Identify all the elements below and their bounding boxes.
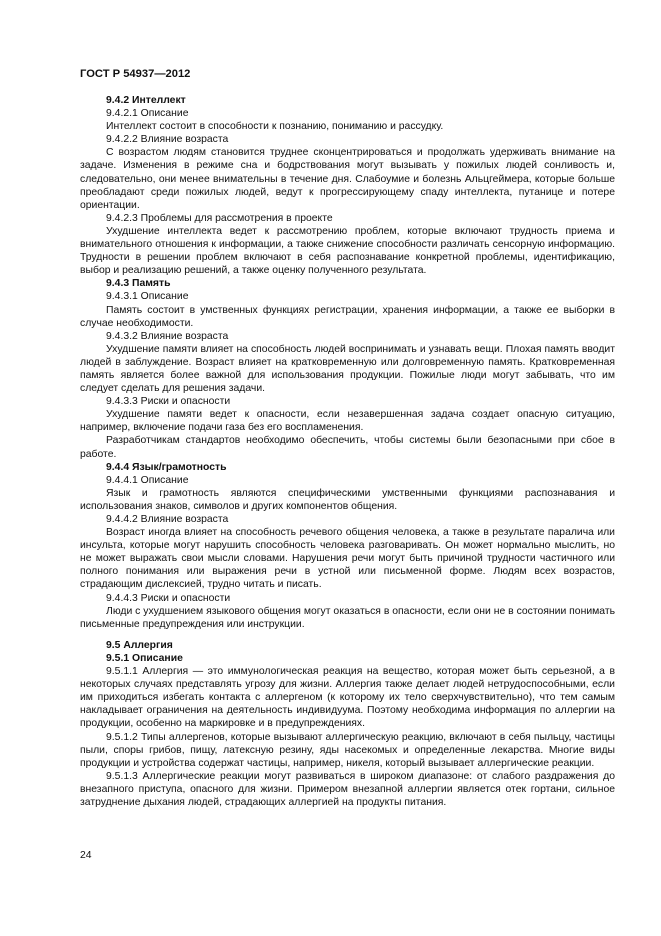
paragraph: 9.4.2.1 Описание xyxy=(106,108,189,120)
section-heading: 9.4.2 Интеллект xyxy=(106,95,186,106)
paragraph: Возраст иногда влияет на способность речевого общения человека, а также в результате паралича или инсульта, которые могут нарушить способность человека разговаривать. Он может нормально мыслить, но не может выражать свои мысли словами. Нарушения речи могут быть причиной трудности частичного или полного понимания или выражения речи в устной или письменной форме. Людям всех возрастов, страдающим дислексией, трудно читать и писать. xyxy=(80,527,615,591)
paragraph: С возрастом людям становится труднее сконцентрироваться и продолжать удерживать внимание на задаче. Изменения в режиме сна и бодрствования могут вызывать у пожилых людей сонливость и, следовательно, они менее внимательны в течение дня. Слабоумие и болезнь Альцгеймера, которые больше преобладают среди пожилых людей, ведут к прогрессирующему спаду интеллекта, путанице и потере ориентации. xyxy=(80,147,615,211)
paragraph: 9.5.1.3 Аллергические реакции могут развиваться в широком диапазоне: от слабого раздражения до внезапного приступа, опасного для жизни. Примером внезапной аллергии является отек гортани, сильное затруднение дыхания людей, страдающих аллергией на продукты питания. xyxy=(80,770,615,808)
paragraph: 9.4.4.1 Описание xyxy=(106,474,189,486)
body-text xyxy=(80,94,615,809)
paragraph: 9.4.2.2 Влияние возраста xyxy=(106,134,229,146)
paragraph: Интеллект состоит в способности к познанию, пониманию и рассудку. xyxy=(106,121,444,133)
paragraph: 9.4.2.3 Проблемы для рассмотрения в проекте xyxy=(106,212,333,224)
paragraph: 9.4.4.3 Риски и опасности xyxy=(106,592,231,604)
section-heading: 9.5.1 Описание xyxy=(106,652,183,664)
paragraph: 9.4.3.3 Риски и опасности xyxy=(106,396,231,408)
paragraph: Ухудшение памяти влияет на способность людей воспринимать и узнавать вещи. Плохая память вводит людей в заблуждение. Возраст влияет на кратковременную или долговременную память. Кратковременная память является более важной для использования продукции. Пожилые люди могут забывать, что им следует сделать для решения задачи. xyxy=(80,343,615,395)
section-heading: 9.4.4 Язык/грамотность xyxy=(106,461,227,473)
page-number: 24 xyxy=(80,850,92,861)
section-heading: 9.4.3 Память xyxy=(106,278,171,290)
paragraph: Ухудшение интеллекта ведет к рассмотрению проблем, которые включают трудность приема и внимательного отношения к информации, а также снижение способности различать сенсорную информацию. Трудности в решении проблем включают в себя распознавание конкретной проблемы, идентификацию, выбор и реализацию решений, а также оценку полученного результата. xyxy=(80,225,615,277)
paragraph: 9.4.4.2 Влияние возраста xyxy=(106,514,229,525)
paragraph: Разработчикам стандартов необходимо обеспечить, чтобы системы были безопасными при сбое в работе. xyxy=(80,435,615,460)
paragraph: 9.5.1.1 Аллергия — это иммунологическая реакция на вещество, которая может быть серьезной, а в некоторых случаях представлять угрозу для жизни. Аллергия также делает людей нетрудоспособными, если им приходиться избегать контакта с аллергеном (к которому их тело сверхчувствительно), что тем самым накладывает ограничения на деятельность индивидуума. Поэтому необходима информация по аллергии на продукции, особенно на маркировке и в предупреждениях. xyxy=(80,666,615,730)
paragraph: Память состоит в умственных функциях регистрации, хранения информации, а также ее выборки в случае необходимости. xyxy=(80,304,615,329)
document-header: ГОСТ Р 54937—2012 xyxy=(80,68,191,80)
paragraph: Ухудшение памяти ведет к опасности, если незавершенная задача создает опасную ситуацию, например, включение подачи газа без его воспламенения. xyxy=(80,409,615,434)
paragraph: Люди с ухудшением языкового общения могут оказаться в опасности, если они не в состоянии понимать письменные предупреждения или инструкции. xyxy=(80,605,615,630)
paragraph: Язык и грамотность являются специфическими умственными функциями распознавания и использования знаков, символов и других компонентов общения. xyxy=(80,487,615,512)
paragraph: 9.4.3.2 Влияние возраста xyxy=(106,330,229,342)
paragraph: 9.4.3.1 Описание xyxy=(106,291,189,303)
section-heading: 9.5 Аллергия xyxy=(106,639,173,651)
paragraph: 9.5.1.2 Типы аллергенов, которые вызывают аллергическую реакцию, включают в себя пыльцу, частицы пыли, споры грибов, пищу, латексную резину, яды насекомых и определенные лекарства. Многие виды продукции и устройства содержат частицы, например, никеля, который вызывает аллергические реакции. xyxy=(80,731,615,769)
